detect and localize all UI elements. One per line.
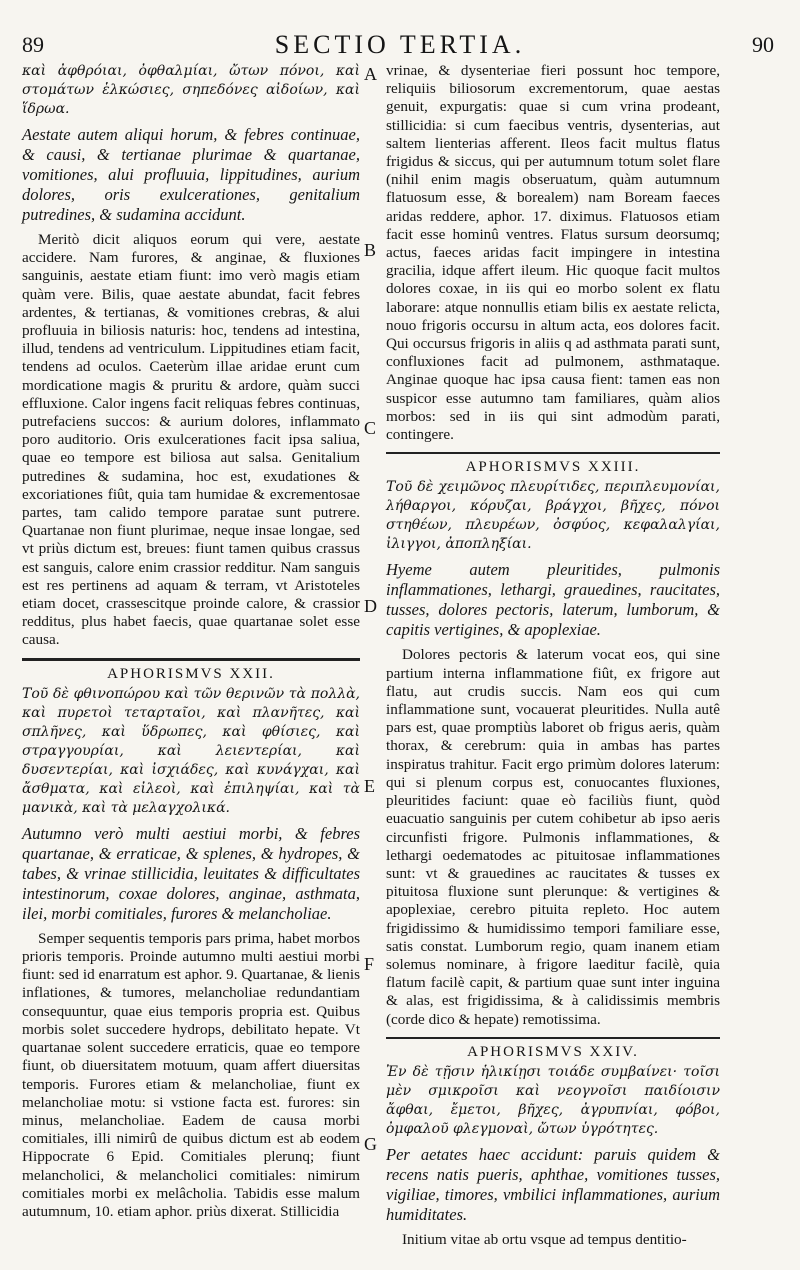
margin-letter-c: C xyxy=(364,418,377,438)
latin-translation: Aestate autem aliqui horum, & febres continuae, & causi, & tertianae plurimae & quartanae, vomitiones, alui profluuia, lippitudines, aurium dolores, oris exulcerationes, genitalium putredines, & sudamina accidunt. xyxy=(22,125,360,224)
margin-letter-b: B xyxy=(364,240,377,260)
running-header xyxy=(0,26,800,66)
margin-letter-a: A xyxy=(364,64,377,84)
page-number-right: 90 xyxy=(752,32,774,57)
commentary-paragraph: Initium vitae ab ortu vsque ad tempus dentitio- xyxy=(402,1230,687,1248)
commentary-paragraph: Semper sequentis temporis pars prima, habet morbos prioris temporis. Proinde autumno multi aestiui morbi fiunt: sed id enarratum est aphor. 9. Quartanae, & lienis inflationes, & tumores, melancholiae redundantiam consequuntur, quae eius temporis propria est. Quibus morbis solet succedere hydrops, debilitato hepate. Vt quartanae solent succedere erraticis, quae eo tempore fiunt, ob diuersitatem motuum, quam affert diuersitas temporis. Furores etiam & melancholiae, fiunt ex melancholiae motu: si vstione facta est. furores: sin minus, melancholiae. Eadem de causa morbi comitiales, illi nimirû de quibus dictum est ab eodem Hippocrate 6 Epid. Comitiales plerunq; fiunt melancholici, & melancholici comitiales: nimirum comitiales morbi ex melâcholia. Tabidis esse malum autumnum, 10. etiam aphor. priùs dixerat. Stillicidia xyxy=(22,929,360,1220)
commentary-paragraph: Dolores pectoris & laterum vocat eos, qui sine partium interna inflammatione fiût, ex frigore aut flatu, aut crudis succis. Nam eos qui cum inflammatione sunt, vocauerat pleuritides. Nulla autê pars est, quae promptiùs laboret ob frigus aeris, quàm thorax, & cerebrum: quia in ambas has partes inspiratus trahitur. Facit ergo primùm dolores laterum: qui si plenum corpus est, conuocantes fluxiones, pleuritides faciunt: quae eò faciliùs fiunt, quòd euacuatio sanguinis per cutem cohibetur ab ipso aeris circunfisti frigore. Pulmonis inflammationes, & lethargi oedematodes ac pituitosae inflammationes sunt: vt & grauedines ac raucitates & tusses ex pituitosa fluxione sunt plerunque: & vertigines & apoplexiae, cerebro pituita repleto. Hoc autem frigidissimo & humidissimo tempori familiare esse, satis constat. Lumborum regio, quam inanem etiam solemus nominare, à frigore laeditur facilè, quia flatum facilè capit, & partium quae sunt inter inguina & alas, est frigidissima, & à calidissimis membris (corde dico & hepate) remotissima. xyxy=(386,646,720,1028)
commentary-paragraph: vrinae, & dysenteriae fieri possunt hoc tempore, reliquiis biliosorum excrementorum, quae aestas genuit, expurgatis: quae si cum vrina prodeant, stillicidia: si cum faecibus ventris, dysenterias, aut saltem lienterias afferent. Ileos facit multus flatus frigidus & siccus, qui per autumnum totum solet flare (nihil enim magis obseruatum, quàm autumnum flatuosum esse, & borealem) nam Boream faeces aridas reddere, aphor. 17. diximus. Flatuosos etiam facit esse hominû ventres. Flatus sursum deorsumq; actus, faeces aridas facit impingere in intestina gracilia, idque affert ileum. Hic quoque facit multos dolores coxae, in iis qui eo morbo solent ex flatu laborare: atque nonnullis etiam bilis ex aestate relicta, nouo frigoris occursu in altum acta, eos dolores facit. Qui occursus frigoris in aliis q ad asthmata parati sunt, confluxiones facit ad pulmonem, asthmataque. Anginae quoque hac ipsa causa fient: tamen eas non suspicor esse autumno tam familiares, quàm alios morbos: sed in iis qui sint admodùm parati, contingere. xyxy=(386,62,720,444)
greek-text: Τοῦ δὲ φθινοπώρου καὶ τῶν θερινῶν τὰ πολλὰ, καὶ πυρετοὶ τεταρταῖοι, καὶ πλανῆτες, καὶ σπλῆνες, καὶ ὕδρωπες, καὶ φθίσιες, καὶ στραγγουρίαι, καὶ λειεντερίαι, καὶ δυσεντερίαι, καὶ ἰσχιάδες, καὶ κυνάγχαι, καὶ ἄσθματα, καὶ εἰλεοὶ, καὶ ἐπιληψίαι, καὶ τὰ μανικὰ, καὶ τὰ μελαγχολικά. xyxy=(22,685,360,816)
greek-text: Τοῦ δὲ χειμῶνος πλευρίτιδες, περιπλευμονίαι, λήθαργοι, κόρυζαι, βράγχοι, βῆχες, πόνοι στηθέων, πλευρέων, ὀσφύος, κεφαλαλγίαι, ἰλιγγοι, ἀποπληξίαι. xyxy=(386,479,720,553)
section-title: SECTIO TERTIA. xyxy=(274,30,526,59)
margin-letter-g: G xyxy=(364,1134,377,1154)
left-column xyxy=(22,62,360,1227)
greek-text: καὶ ἀφθρόιαι, ὀφθαλμίαι, ὤτων πόνοι, καὶ στομάτων ἑλκώσιες, σηπεδόνες αἰδοίων, καὶ ἵδρωα. xyxy=(22,63,360,117)
latin-translation: Per aetates haec accidunt: paruis quidem & recens natis pueris, aphthae, vomitiones tusses, vigiliae, timores, vmbilici inflammationes, aurium humiditates. xyxy=(386,1144,720,1224)
aphorism-heading-xxii: APHORISMVS XXII. xyxy=(22,658,360,683)
margin-letter-f: F xyxy=(364,954,375,974)
latin-translation: Autumno verò multi aestiui morbi, & febres quartanae, & erraticae, & splenes, & hydropes, & tabes, & vrinae stillicidia, leuitates & difficultates intestinorum, coxae dolores, anginae, asthmata, ilei, morbi comitiales, furores & melancholiae. xyxy=(22,823,360,923)
latin-translation: Hyeme autem pleuritides, pulmonis inflammationes, lethargi, grauedines, raucitates, tusses, dolores pectoris, laterum, lumborum, & capitis vertigines, & apoplexiae. xyxy=(386,560,720,640)
margin-letter-d: D xyxy=(364,596,377,616)
aphorism-heading-xxiv: APHORISMVS XXIV. xyxy=(386,1037,720,1061)
margin-letter-e: E xyxy=(364,776,375,796)
greek-text: Ἐν δὲ τῇσιν ἡλικίῃσι τοιάδε συμβαίνει· τοῖσι μὲν σμικροῖσι καὶ νεογνοῖσι παιδίοισιν ἄφθαι, ἔμετοι, βῆχες, ἀγρυπνίαι, φόβοι, ὀμφαλοῦ φλεγμοναὶ, ὤτων ὑγρότητες. xyxy=(386,1063,720,1137)
right-column xyxy=(386,62,720,1255)
page-number-left: 89 xyxy=(22,32,44,57)
commentary-paragraph: Meritò dicit aliquos eorum qui vere, aestate accidere. Nam furores, & anginae, & fluxiones sanguinis, aestate etiam fiunt: imo verò magis etiam quàm vere. Bilis, quae aestate abundat, facit febres ardentes, & tertianas, & vomitiones crebras, & alui profluuia in biliosis naturis: hoc, tendens ad intestina, illud, tendens ad ventriculum. Lippitudines etiam facit, tendens ad oculos. Caeterùm illae aridae erunt cum mordicatione magis & pruritu & ardore, quàm succi effluxione. Calor ingens facit reliquas febres continuas, putrefaciens succos: & aurium dolores, inflammato poro auditorio. Oris exulcerationes facit ipsa saliua, quae eo tempore est biliosa aut salsa. Genitalium putredines & sudamina, hoc est, exudationes & excoriationes fiût, quia tam humidae & excrementosae partes, tam calido tempore paratae sunt putrere. Quartanae non fiunt plurimae, neque insae longae, sed vt priùs dictum est, breues: fiunt tamen quibus crassus est sanguis, calore enim crassior redditur. Nam sanguis est res pertinens ad aquam & terram, vt Aristoteles etiam docet, crassescitque proinde calore, & crassior redditus, plus habet faecis, quae quartanae solet esse causa. xyxy=(22,231,360,649)
aphorism-heading-xxiii: APHORISMVS XXIII. xyxy=(386,452,720,476)
